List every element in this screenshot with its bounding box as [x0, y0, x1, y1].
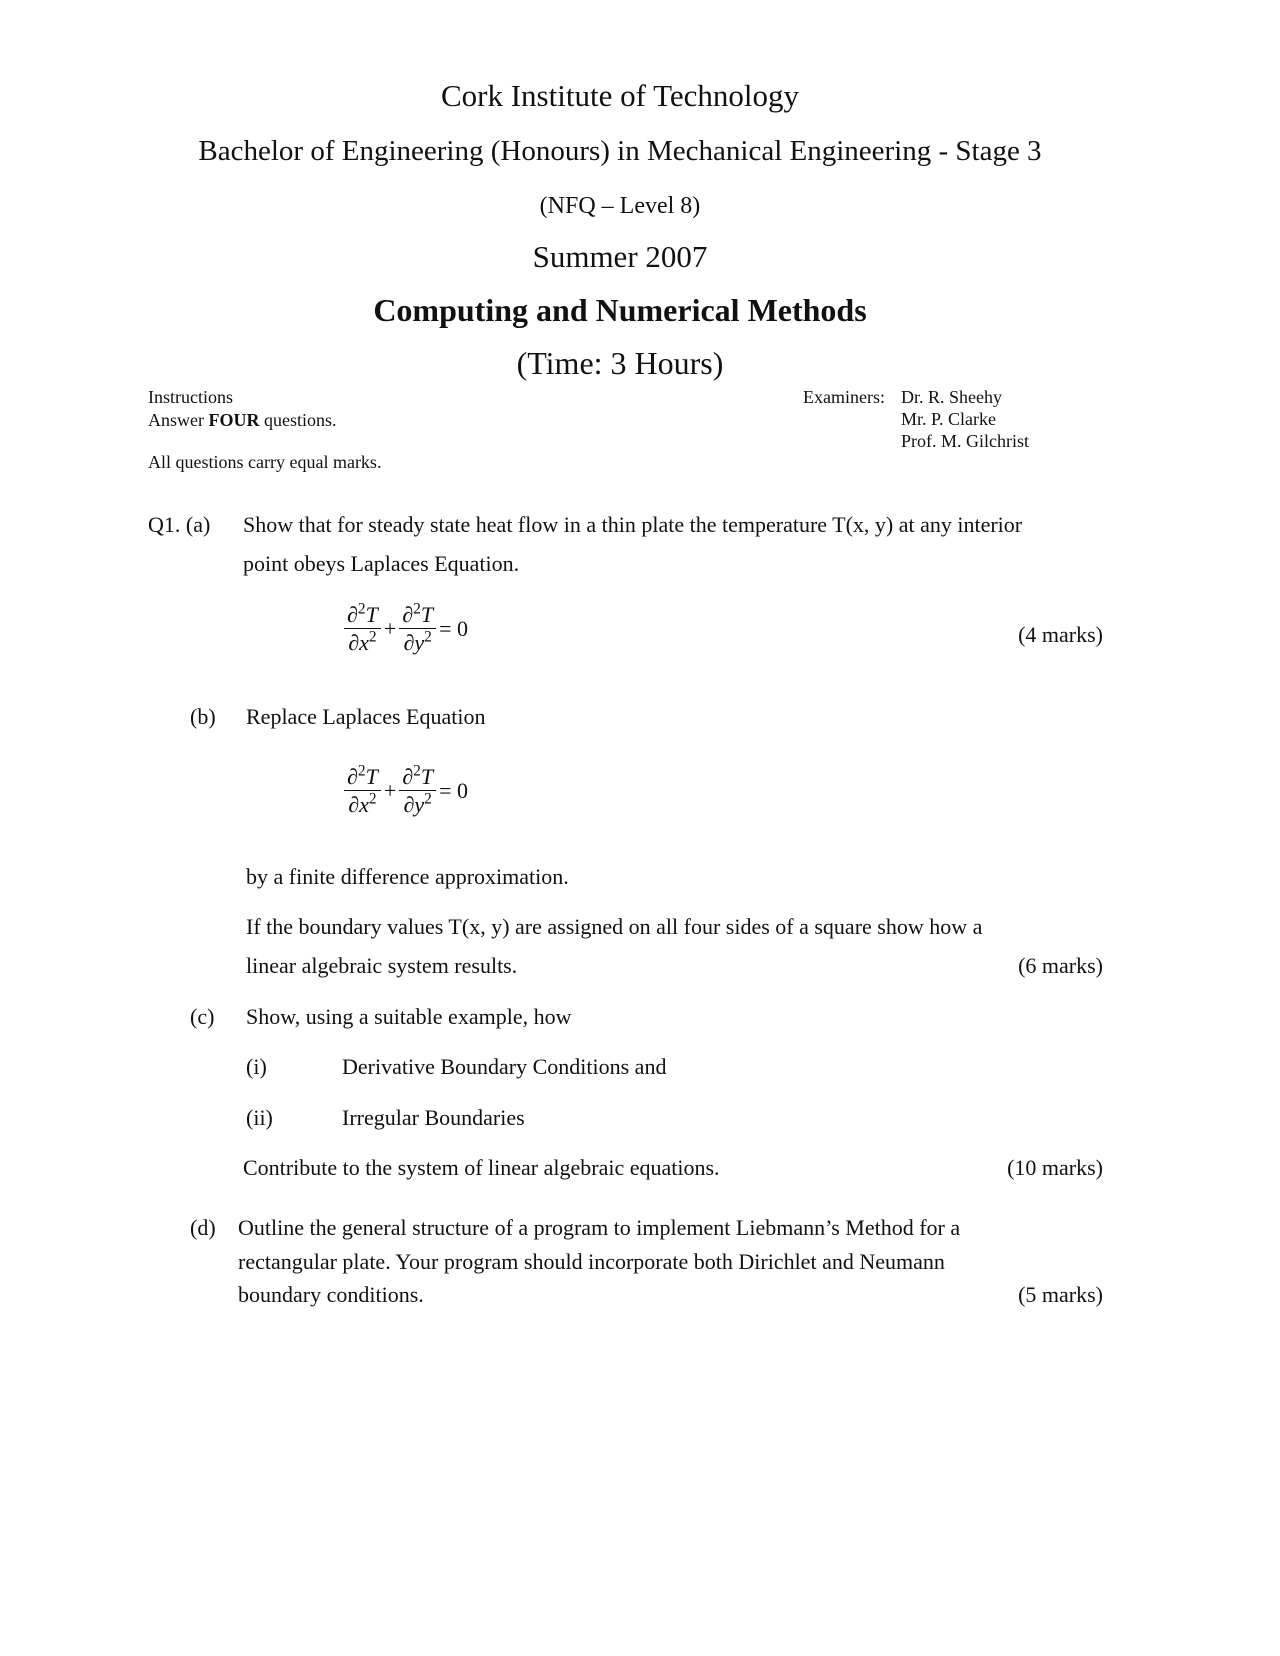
exam-session: Summer 2007 — [532, 239, 708, 274]
part-c-i-text: Derivative Boundary Conditions and — [342, 1054, 667, 1079]
answer-count: FOUR — [208, 410, 260, 430]
part-a-text-line2: point obeys Laplaces Equation. — [243, 551, 520, 576]
instructions-heading: Instructions — [148, 387, 233, 407]
part-b-text-line3: If the boundary values T(x, y) are assigned on all four sides of a square show how a — [246, 914, 983, 939]
part-b-label: (b) — [190, 704, 216, 729]
part-c-i-label: (i) — [246, 1054, 267, 1079]
nfq-level: (NFQ – Level 8) — [539, 193, 701, 219]
plus-sign: + — [383, 777, 397, 803]
fraction-d2t-dx2: $\frac{\partial^2T}{\partial x^2}$ — [344, 765, 381, 816]
part-a-marks: (4 marks) — [1018, 622, 1103, 647]
module-title: Computing and Numerical Methods — [373, 292, 867, 328]
part-b-marks: (6 marks) — [1018, 953, 1103, 978]
part-a-text-line1: Show that for steady state heat flow in a thin plate the temperature T(x, y) at any interior — [243, 512, 1023, 537]
part-b-text: Replace Laplaces Equation — [246, 704, 486, 729]
part-c-text: Show, using a suitable example, how — [246, 1004, 572, 1029]
part-c-label: (c) — [190, 1004, 215, 1029]
examiner-name: Dr. R. Sheehy — [901, 387, 1002, 407]
equals-zero: = 0 — [439, 777, 468, 803]
part-d-text-line2: rectangular plate. Your program should incorporate both Dirichlet and Neumann — [238, 1249, 945, 1274]
part-c-ii-label: (ii) — [246, 1105, 273, 1130]
equals-zero: = 0 — [439, 615, 468, 641]
institution-title: Cork Institute of Technology — [440, 78, 799, 113]
part-c-conclusion: Contribute to the system of linear algebraic equations. — [243, 1155, 720, 1180]
plus-sign: + — [383, 615, 397, 641]
answer-prefix: Answer — [148, 410, 209, 430]
instructions-equal-marks: All questions carry equal marks. — [148, 452, 382, 472]
laplace-equation — [344, 600, 471, 656]
examiner-name: Prof. M. Gilchrist — [901, 431, 1029, 451]
part-d-text-line1: Outline the general structure of a program to implement Liebmann’s Method for a — [238, 1215, 961, 1240]
fraction-d2t-dx2: $\frac{\partial^2T}{\partial x^2}$ — [344, 603, 381, 654]
part-d-marks: (5 marks) — [1018, 1282, 1103, 1307]
part-b-text-line2: by a finite difference approximation. — [246, 864, 569, 889]
examiner-name: Mr. P. Clarke — [901, 409, 997, 429]
programme-title: Bachelor of Engineering (Honours) in Mechanical Engineering - Stage 3 — [198, 135, 1042, 167]
part-d-label: (d) — [190, 1215, 216, 1240]
exam-duration: (Time: 3 Hours) — [516, 345, 724, 381]
laplace-equation — [344, 762, 471, 818]
question-label: Q1. (a) — [148, 512, 211, 537]
fraction-d2t-dy2: $\frac{\partial^2T}{\partial y^2}$ — [399, 765, 436, 816]
part-c-ii-text: Irregular Boundaries — [342, 1105, 525, 1130]
part-c-marks: (10 marks) — [1007, 1155, 1103, 1180]
answer-suffix: questions. — [259, 410, 337, 430]
examiners-label: Examiners: — [803, 387, 885, 407]
fraction-d2t-dy2: $\frac{\partial^2T}{\partial y^2}$ — [399, 603, 436, 654]
instructions-answer — [148, 410, 337, 431]
part-b-text-line4: linear algebraic system results. — [246, 953, 518, 978]
part-d-text-line3: boundary conditions. — [238, 1282, 424, 1307]
